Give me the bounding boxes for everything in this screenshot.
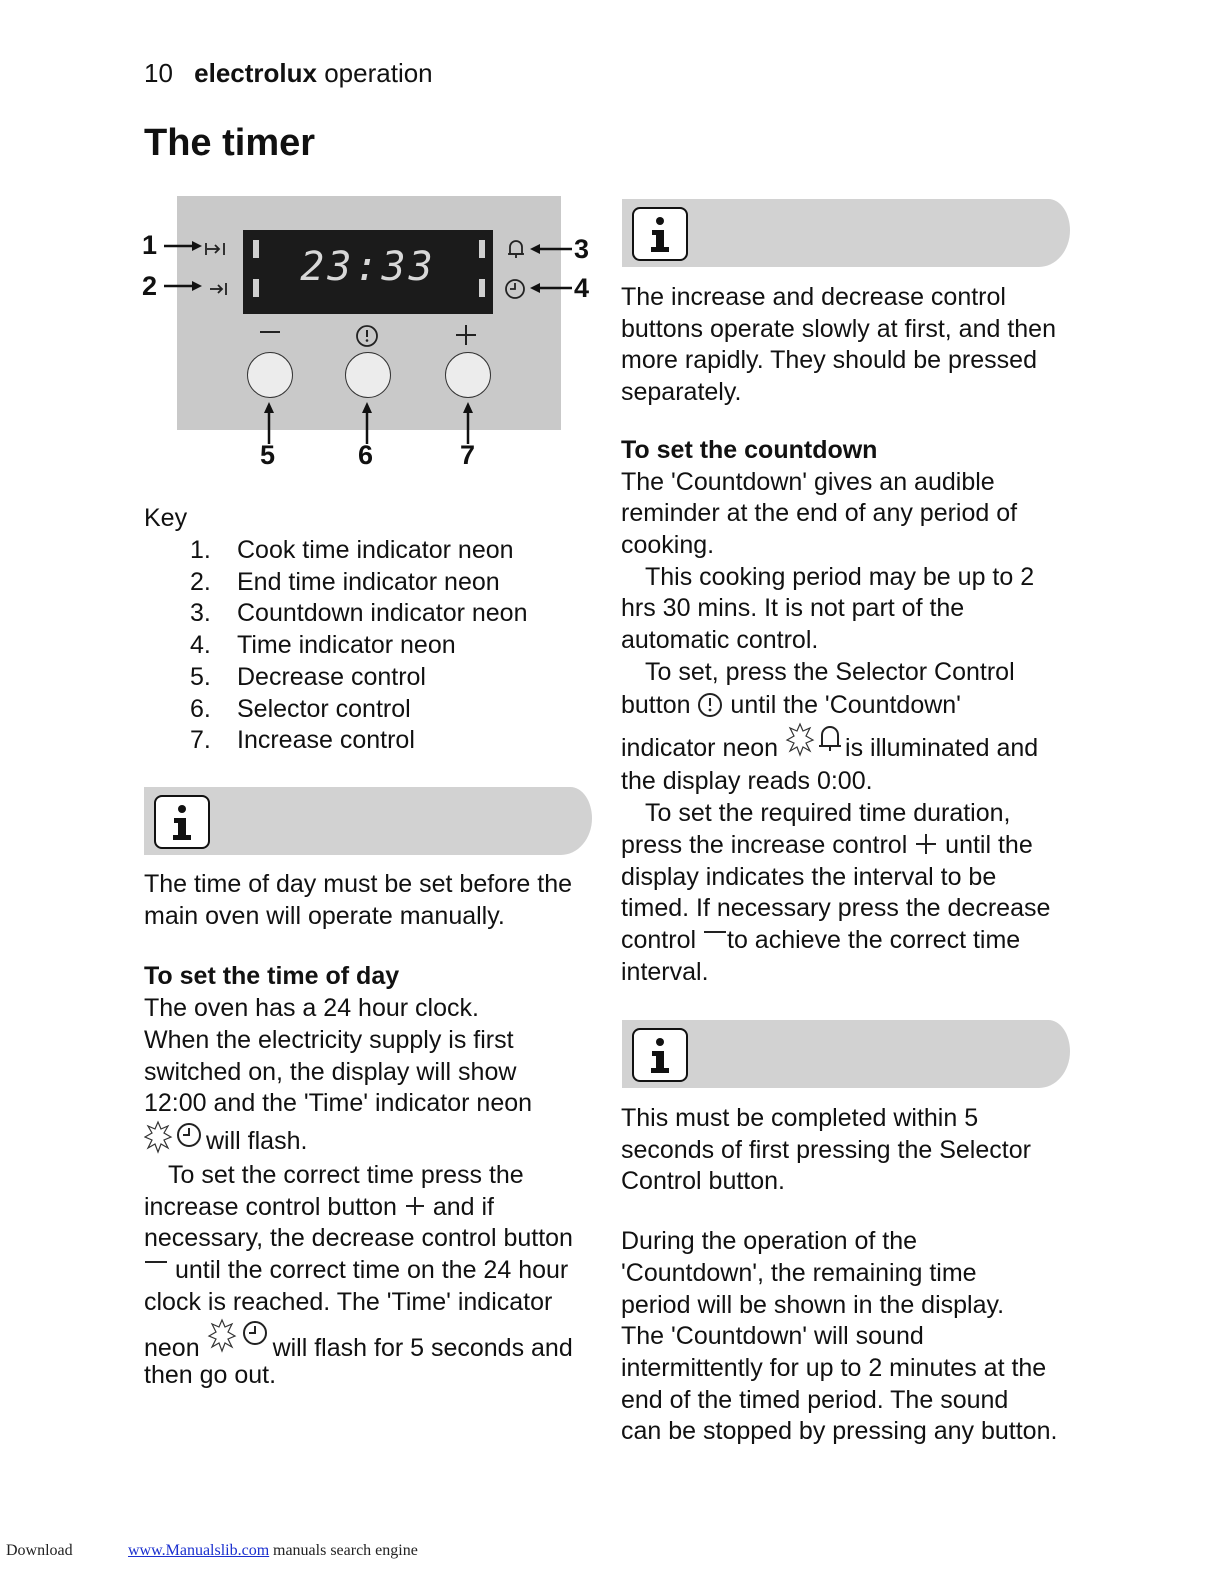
- plus-icon: [914, 832, 938, 856]
- callout-5: 5: [260, 440, 276, 470]
- right-column-text: The increase and decrease control buttons operate slowly at first, and then more rapidly. They should be pressed separately. To set the countdown The 'Countdown' gives an audible reminder at the end of any period of cooking. This cooking period may be up to 2 hrs 30 mins. It is not part of the automatic control. To set, press the Selector Control button until the 'Countdown' indicator neon is illuminated and the display reads 0:00. To set the required time duration, press the increase control until the display indicates the interval to be timed. If necessary press the decrease control to achieve the correct time interval.: [621, 282, 1091, 988]
- callout-2: 2: [142, 271, 158, 301]
- cook-time-neon: [253, 240, 259, 258]
- section-name: operation: [324, 58, 433, 88]
- right-column-text-2: This must be completed within 5 seconds of first pressing the Selector Control button. During the operation of the 'Countdown', the remaining time period will be shown in the display. The 'Countdown' will sound intermittently for up to 2 minutes at the end of the timed period. The sound can be stopped by pressing any button.: [621, 1104, 1058, 1446]
- selector-icon: [697, 692, 723, 718]
- list-item: 7. Increase control: [190, 726, 415, 755]
- display-time: 23:33: [300, 244, 436, 290]
- list-item: 5. Decrease control: [190, 662, 426, 691]
- bell-icon: [505, 238, 527, 260]
- footer: [0, 1540, 1225, 1585]
- clock-icon: [503, 277, 527, 301]
- footer-tagline: manuals search engine: [273, 1542, 418, 1559]
- increase-button: [445, 352, 491, 398]
- info-bar: [144, 787, 592, 855]
- callout-1: 1: [142, 230, 158, 260]
- footer-link[interactable]: www.Manualslib.com: [128, 1542, 270, 1559]
- section-heading: To set the countdown: [621, 435, 878, 464]
- plus-icon: [453, 322, 479, 348]
- callout-6: 6: [358, 440, 374, 470]
- plus-icon: [404, 1195, 426, 1217]
- flashing-clock-icon: [144, 1120, 206, 1154]
- minus-icon: [257, 322, 283, 342]
- footer-download: Download: [6, 1542, 73, 1559]
- key-list: [190, 535, 527, 757]
- decrease-button: [247, 352, 293, 398]
- minus-icon: [703, 926, 727, 946]
- info-icon: [632, 1028, 688, 1082]
- list-item: 6. Selector control: [190, 694, 411, 723]
- section-heading: To set the time of day: [144, 962, 400, 991]
- callout-4: 4: [574, 273, 590, 303]
- left-column-text: The time of day must be set before the main oven will operate manually. To set the time of day The oven has a 24 hour clock. When the electricity supply is first switched on, the display will show 12:00 and the 'Time' indicator neon will flash. To set the correct time press the increase control button and if necessary, the decrease control button until the correct time on the 24 hour clock is reached. The 'Time' indicator neon will flash for 5 seconds and then go out.: [144, 869, 604, 1392]
- countdown-neon: [479, 240, 485, 258]
- flashing-clock-icon: [207, 1318, 273, 1354]
- list-item: 3. Countdown indicator neon: [190, 599, 528, 628]
- info-icon: [154, 795, 210, 849]
- key-heading: Key: [144, 504, 188, 532]
- end-time-icon: [208, 280, 230, 298]
- minus-icon: [144, 1256, 168, 1276]
- page-number: 10: [144, 58, 173, 88]
- selector-icon: [354, 322, 380, 348]
- brand-name: electrolux: [194, 58, 317, 88]
- selector-button: [345, 352, 391, 398]
- callout-7: 7: [460, 440, 476, 470]
- end-time-neon: [253, 279, 259, 297]
- list-item: 1. Cook time indicator neon: [190, 536, 514, 564]
- callout-3: 3: [574, 234, 590, 264]
- info-icon: [632, 207, 688, 261]
- bottom-callout-arrows: [250, 398, 490, 446]
- page-title: The timer: [144, 122, 316, 164]
- cook-time-icon: [204, 240, 230, 258]
- flashing-bell-icon: [785, 722, 845, 758]
- info-bar: [622, 1020, 1070, 1088]
- list-item: 4. Time indicator neon: [190, 631, 456, 660]
- info-bar: [622, 199, 1070, 267]
- time-neon: [479, 279, 485, 297]
- list-item: 2. End time indicator neon: [190, 567, 500, 596]
- right-callout-arrows: [526, 235, 576, 300]
- page-header: [144, 58, 433, 89]
